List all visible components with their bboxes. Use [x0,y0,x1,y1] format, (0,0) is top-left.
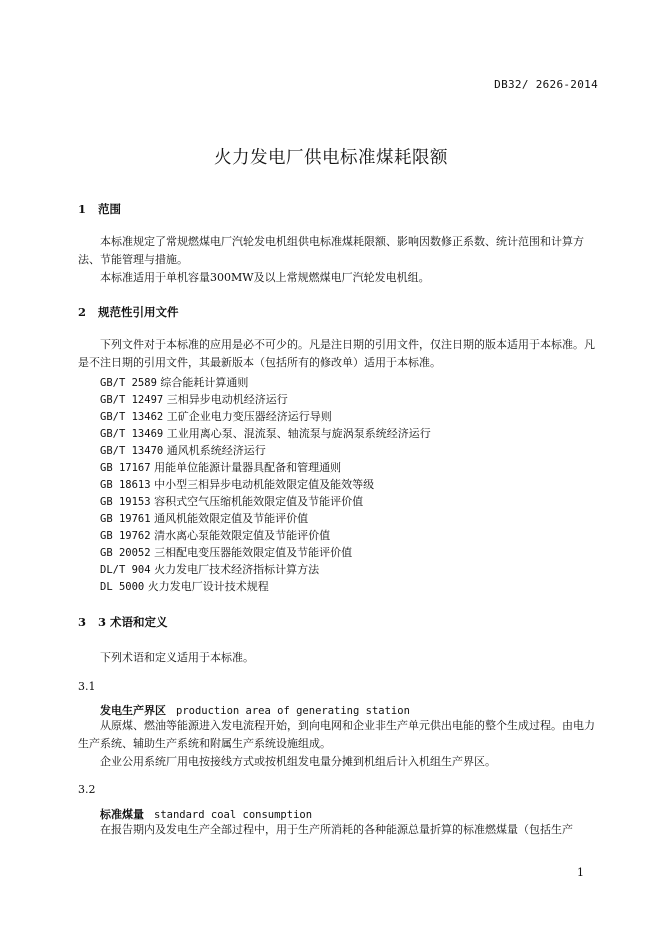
reference-title: 工业用离心泵、混流泵、轴流泵与旋涡泵系统经济运行 [166,427,431,440]
reference-title: 综合能耗计算通则 [160,376,249,389]
term-number: 3.2 [78,783,96,796]
term-number: 3.1 [78,680,96,693]
reference-code: DL 5000 [100,581,145,593]
section-2-paragraph-1: 下列文件对于本标准的应用是必不可少的。凡是注日期的引用文件，仅注日期的版本适用于本标准。凡是不注日期的引用文件，其最新版本（包括所有的修改单）适用于本标准。 [78,338,595,369]
reference-item [100,425,431,441]
document-title: 火力发电厂供电标准煤耗限额 [214,148,448,168]
reference-item [100,408,332,424]
reference-item [100,561,319,577]
reference-item [100,459,341,475]
reference-code: GB 20052 [100,547,151,559]
term-title-en: standard coal consumption [154,809,313,821]
reference-item [100,374,248,390]
section-3-heading [78,614,168,630]
reference-title: 火力发电厂设计技术规程 [147,580,269,593]
reference-item [100,391,288,407]
reference-title: 用能单位能源计量器具配备和管理通则 [154,461,342,474]
page-number: 1 [577,866,584,879]
term-definition: 在报告期内及发电生产全部过程中，用于生产所消耗的各种能源总量折算的标准燃煤量（包括生产 [100,823,573,836]
standard-code: DB32/ 2626-2014 [494,78,598,91]
section-3-number: 3 [78,615,87,629]
section-2-heading [78,304,179,320]
section-2-title: 规范性引用文件 [98,305,179,319]
reference-title: 工矿企业电力变压器经济运行导则 [166,410,332,423]
reference-title: 三相异步电动机经济运行 [166,393,288,406]
section-3-title: 3 术语和定义 [98,615,168,629]
reference-code: GB 19153 [100,496,151,508]
reference-item [100,442,266,458]
section-1-paragraph-1: 本标准规定了常规燃煤电厂汽轮发电机组供电标准煤耗限额、影响因数修正系数、统计范围和计算方法、节能管理与措施。 [78,235,584,266]
reference-code: DL/T 904 [100,564,151,576]
reference-code: GB 19762 [100,530,151,542]
reference-item [100,544,352,560]
term-title-cn: 标准煤量 [100,808,144,821]
term-title [100,806,312,822]
reference-code: GB 17167 [100,462,151,474]
term-title [100,702,410,718]
term-title-cn: 发电生产界区 [100,704,166,717]
section-2-number: 2 [78,305,87,319]
term-definition: 从原煤、燃油等能源进入发电流程开始，到向电网和企业非生产单元供出电能的整个生成过程。由电力生产系统、辅助生产系统和附属生产系统设施组成。 [78,719,595,750]
reference-item [100,510,308,526]
section-1-paragraph-2: 本标准适用于单机容量300MW及以上常规燃煤电厂汽轮发电机组。 [100,271,430,284]
reference-title: 中小型三相异步电动机能效限定值及能效等级 [154,478,375,491]
term-title-en: production area of generating station [176,705,410,717]
reference-item [100,493,363,509]
reference-title: 容积式空气压缩机能效限定值及节能评价值 [154,495,364,508]
reference-code: GB/T 13469 [100,428,164,440]
reference-code: GB/T 13462 [100,411,164,423]
reference-item [100,527,330,543]
reference-code: GB/T 13470 [100,445,164,457]
section-1-title: 范围 [98,202,121,216]
reference-title: 通风机能效限定值及节能评价值 [154,512,309,525]
reference-title: 清水离心泵能效限定值及节能评价值 [154,529,331,542]
reference-item [100,578,269,594]
section-1-heading [78,201,121,217]
reference-item [100,476,374,492]
reference-title: 三相配电变压器能效限定值及节能评价值 [154,546,353,559]
section-3-intro: 下列术语和定义适用于本标准。 [100,651,254,664]
reference-code: GB 18613 [100,479,151,491]
reference-title: 火力发电厂技术经济指标计算方法 [154,563,320,576]
reference-code: GB 19761 [100,513,151,525]
section-1-number: 1 [78,202,87,216]
reference-title: 通风机系统经济运行 [166,444,266,457]
term-note: 企业公用系统厂用电按接线方式或按机组发电量分摊到机组后计入机组生产界区。 [100,755,496,768]
reference-code: GB/T 12497 [100,394,164,406]
reference-code: GB/T 2589 [100,377,157,389]
